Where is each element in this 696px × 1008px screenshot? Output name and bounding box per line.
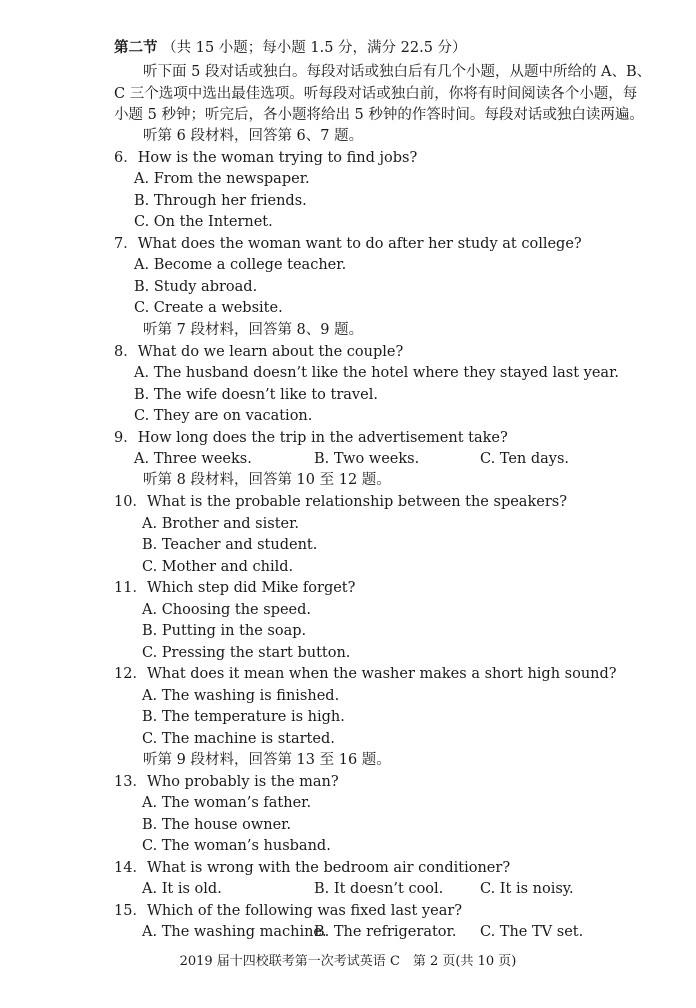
group-instruction: 听第 9 段材料，回答第 13 至 16 题。 <box>143 752 391 768</box>
answer-option[interactable]: B. Through her friends. <box>134 193 307 209</box>
answer-option[interactable]: C. It is noisy. <box>480 881 574 897</box>
answer-option[interactable]: C. Create a website. <box>134 300 283 316</box>
answer-option[interactable]: B. The wife doesn’t like to travel. <box>134 387 378 403</box>
answer-option[interactable]: C. Pressing the start button. <box>142 645 351 661</box>
answer-option[interactable]: B. Study abroad. <box>134 279 258 295</box>
question-text: 14．What is wrong with the bedroom air conditioner? <box>114 860 511 876</box>
answer-option[interactable]: A. Three weeks. <box>134 451 252 467</box>
group-instruction: 听第 7 段材料，回答第 8、9 题。 <box>143 322 364 338</box>
answer-option[interactable]: A. The washing machine. <box>142 924 327 940</box>
question-text: 12．What does it mean when the washer makes a short high sound? <box>114 666 617 682</box>
question-text: 10．What is the probable relationship between the speakers? <box>114 494 567 510</box>
answer-option[interactable]: C. They are on vacation. <box>134 408 313 424</box>
answer-option[interactable]: A. Brother and sister. <box>142 516 300 532</box>
answer-option[interactable]: A. The husband doesn’t like the hotel where they stayed last year. <box>134 365 620 381</box>
question-text: 8．What do we learn about the couple? <box>114 344 404 360</box>
group-instruction: 听第 8 段材料，回答第 10 至 12 题。 <box>143 472 391 488</box>
answer-option[interactable]: B. The temperature is high. <box>142 709 345 725</box>
question-text: 6．How is the woman trying to find jobs? <box>114 150 418 166</box>
answer-option[interactable]: A. Choosing the speed. <box>142 602 312 618</box>
section-subtitle: （共 15 小题；每小题 1.5 分，满分 22.5 分） <box>162 40 467 56</box>
question-text: 9．How long does the trip in the advertisement take? <box>114 430 508 446</box>
answer-option[interactable]: C. Ten days. <box>480 451 570 467</box>
answer-option[interactable]: C. On the Internet. <box>134 214 273 230</box>
answer-option[interactable]: B. It doesn’t cool. <box>314 881 444 897</box>
answer-option[interactable]: A. The woman’s father. <box>142 795 312 811</box>
answer-option[interactable]: B. Teacher and student. <box>142 537 318 553</box>
section-title: 第二节 <box>114 39 158 56</box>
answer-option[interactable]: C. The machine is started. <box>142 731 335 747</box>
section-intro <box>114 62 654 127</box>
group-instruction: 听第 6 段材料，回答第 6、7 题。 <box>143 128 364 144</box>
answer-option[interactable]: C. The TV set. <box>480 924 584 940</box>
page-footer: 2019 届十四校联考第一次考试英语 C 第 2 页(共 10 页) <box>179 954 517 969</box>
section-header <box>114 38 467 58</box>
intro-line: C 三个选项中选出最佳选项。听每段对话或独白前，你将有时间阅读各个小题，每 <box>114 85 638 102</box>
answer-option[interactable]: C. The woman’s husband. <box>142 838 331 854</box>
answer-option[interactable]: B. Two weeks. <box>314 451 420 467</box>
question-text: 13．Who probably is the man? <box>114 774 339 790</box>
intro-line: 小题 5 秒钟；听完后，各小题将给出 5 秒钟的作答时间。每段对话或独白读两遍。 <box>114 107 644 123</box>
answer-option[interactable]: A. It is old. <box>142 881 222 897</box>
answer-option[interactable]: C. Mother and child. <box>142 559 294 575</box>
intro-line: 听下面 5 段对话或独白。每段对话或独白后有几个小题，从题中所给的 A、B、 <box>143 64 652 80</box>
answer-option[interactable]: B. The house owner. <box>142 817 292 833</box>
answer-option[interactable]: A. Become a college teacher. <box>134 257 347 273</box>
question-text: 7．What does the woman want to do after her study at college? <box>114 236 582 252</box>
question-text: 11．Which step did Mike forget? <box>114 580 356 596</box>
answer-option[interactable]: B. Putting in the soap. <box>142 623 307 639</box>
answer-option[interactable]: B. The refrigerator. <box>314 924 457 940</box>
answer-option[interactable]: A. The washing is finished. <box>142 688 340 704</box>
answer-option[interactable]: A. From the newspaper. <box>134 171 310 187</box>
question-text: 15．Which of the following was fixed last year? <box>114 903 463 919</box>
